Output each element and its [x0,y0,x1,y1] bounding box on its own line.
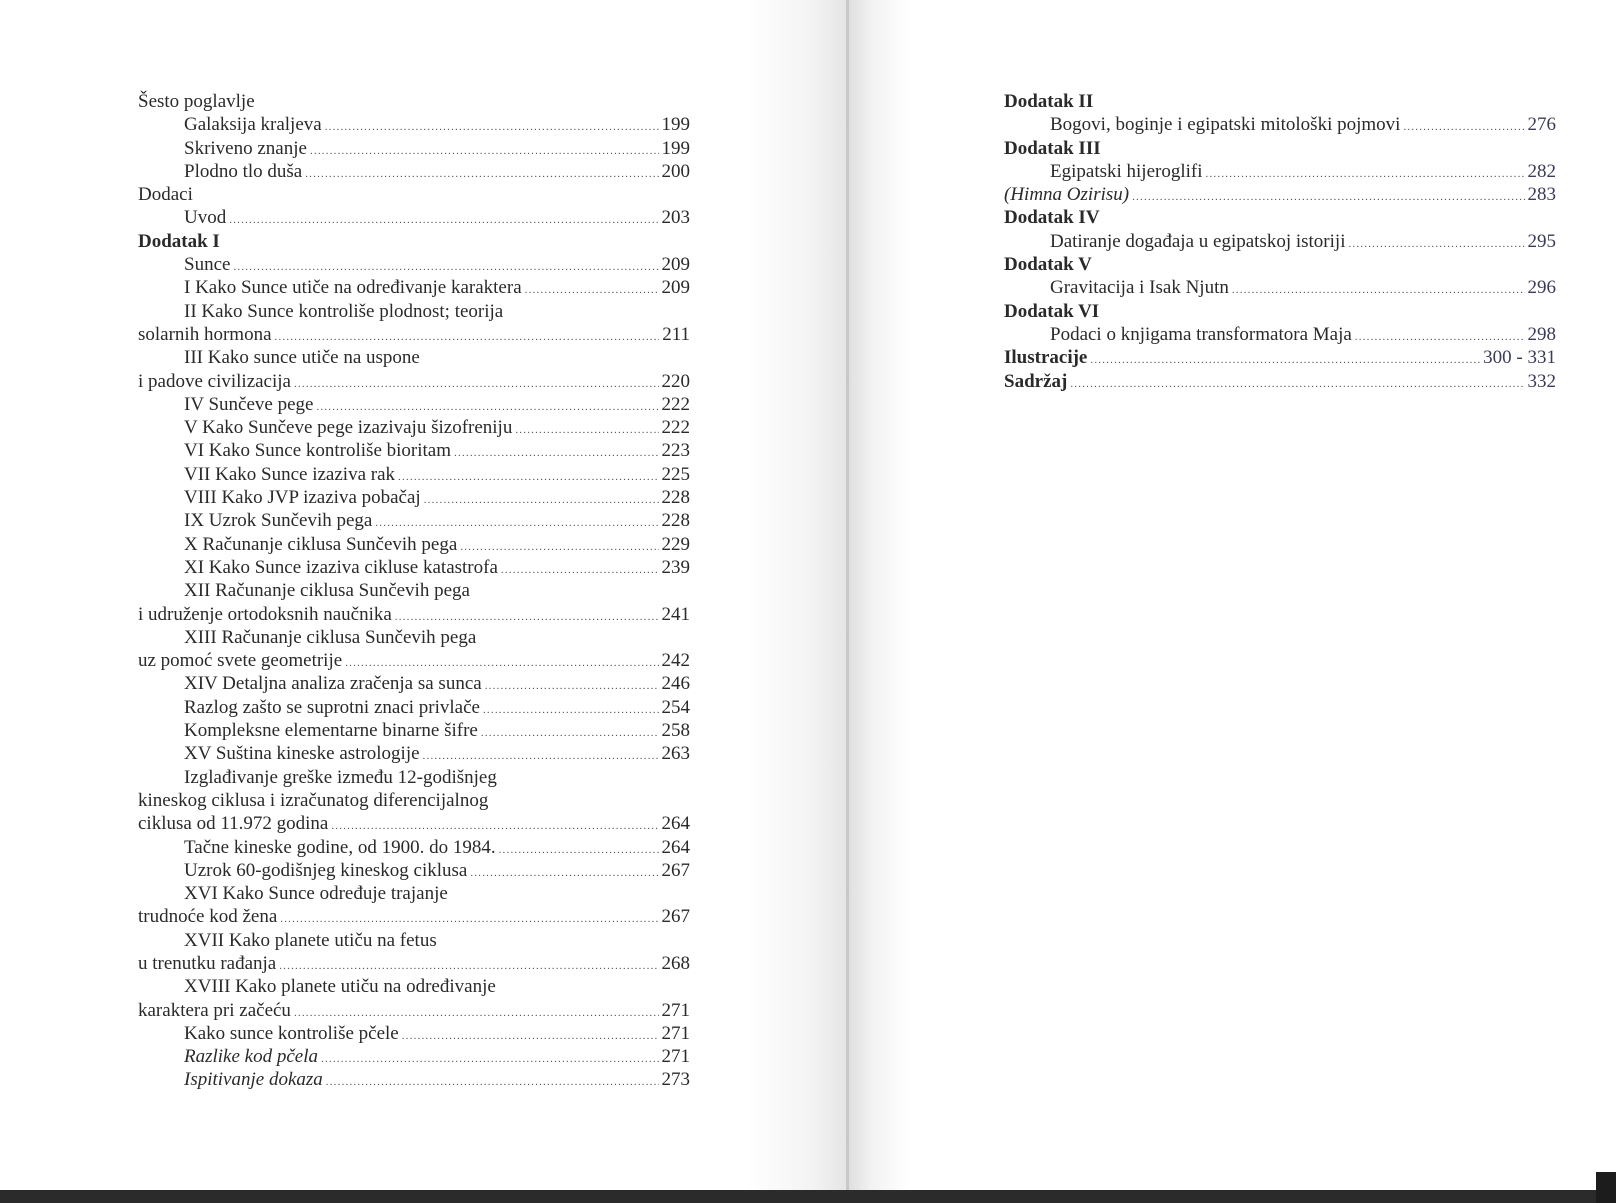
toc-entry [138,975,690,998]
toc-entry-title: u trenutku rađanja [138,952,277,974]
toc-leader-dots [402,1025,659,1048]
toc-entry-title: solarnih hormona [138,323,272,345]
toc-entry-page-number: 222 [661,393,690,415]
toc-entry-title: Dodaci [138,184,193,206]
toc-entry [138,929,690,952]
toc-leader-dots [294,373,659,396]
toc-entry-title: ciklusa od 11.972 godina [138,813,329,835]
toc-entry [138,463,690,486]
toc-entry-title: Dodatak III [1004,137,1101,159]
toc-entry-title: XIV Detaljna analiza zračenja sa sunca [184,673,482,695]
toc-entry-page-number: 254 [661,696,690,718]
toc-right-column [1004,90,1556,393]
toc-entry-page-number: 220 [661,370,690,392]
toc-entry [138,672,690,695]
toc-entry-page-number: 222 [661,417,690,439]
toc-entry-title: VIII Kako JVP izaziva pobačaj [184,487,421,509]
toc-entry-title: XVIII Kako planete utiču na određivanje [184,976,496,998]
toc-leader-dots [485,675,659,698]
toc-entry [138,556,690,579]
toc-entry [138,509,690,532]
toc-entry [138,603,690,626]
toc-entry-title: Dodatak II [1004,91,1094,112]
toc-entry-title: Razlog zašto se suprotni znaci privlače [184,696,480,718]
toc-leader-dots [1403,116,1524,139]
toc-leader-dots [1348,233,1524,256]
toc-leader-dots [1132,186,1524,209]
toc-entry [138,533,690,556]
toc-entry [138,905,690,928]
toc-entry-page-number: 258 [661,720,690,742]
toc-entry [138,719,690,742]
toc-entry-page-number: 271 [661,999,690,1021]
toc-leader-dots [398,466,658,489]
toc-entry-title: Galaksija kraljeva [184,114,322,136]
toc-entry-page-number: 298 [1527,323,1556,345]
toc-entry [1004,276,1556,299]
toc-entry-page-number: 203 [661,207,690,229]
toc-entry-page-number: 211 [662,323,690,345]
toc-entry [138,416,690,439]
toc-entry-title: II Kako Sunce kontroliše plodnost; teorija [184,300,504,322]
toc-entry [1004,230,1556,253]
toc-entry-title: VII Kako Sunce izaziva rak [184,463,396,485]
toc-entry [138,206,690,229]
toc-entry-page-number: 200 [661,160,690,182]
toc-entry-page-number: 300 - 331 [1483,347,1556,369]
toc-entry-title: Dodatak I [138,230,220,252]
toc-entry [138,789,690,812]
toc-entry [1004,183,1556,206]
toc-leader-dots [515,419,658,442]
toc-entry-page-number: 267 [661,859,690,881]
toc-entry [138,626,690,649]
toc-entry-title: IV Sunčeve pege [184,393,314,415]
toc-entry-title: Plodno tlo duša [184,160,303,182]
toc-entry [138,276,690,299]
toc-entry-page-number: 295 [1527,230,1556,252]
toc-leader-dots [525,279,659,302]
toc-entry-title: XVII Kako planete utiču na fetus [184,929,437,951]
toc-leader-dots [1090,349,1480,372]
toc-entry-page-number: 271 [661,1022,690,1044]
toc-entry-page-number: 267 [661,906,690,928]
toc-entry [138,137,690,160]
toc-leader-dots [1232,279,1525,302]
toc-leader-dots [1070,373,1524,396]
toc-entry [1004,90,1556,113]
toc-entry-title: III Kako sunce utiče na uspone [184,347,420,369]
toc-leader-dots [501,559,659,582]
toc-entry-title: Dodatak VI [1004,300,1100,322]
toc-entry-title: I Kako Sunce utiče na određivanje karaktera [184,277,522,299]
toc-entry [138,393,690,416]
toc-entry-page-number: 268 [661,952,690,974]
toc-entry-title: Šesto poglavlje [138,91,255,112]
toc-entry-title: Kompleksne elementarne binarne šifre [184,720,478,742]
toc-entry-title: uz pomoć svete geometrije [138,650,343,672]
toc-entry [138,346,690,369]
toc-entry-title: i udruženje ortodoksnih naučnika [138,603,392,625]
toc-entry-title: karaktera pri začeću [138,999,291,1021]
toc-entry [138,766,690,789]
toc-entry [138,300,690,323]
toc-entry-title: IX Uzrok Sunčevih pega [184,510,373,532]
toc-entry-page-number: 283 [1527,184,1556,206]
toc-leader-dots [424,489,659,512]
toc-entry-title: Datiranje događaja u egipatskoj istoriji [1050,230,1346,252]
toc-entry-page-number: 228 [661,510,690,532]
toc-entry [138,1068,690,1091]
toc-entry-page-number: 223 [661,440,690,462]
toc-left-column [138,90,690,1092]
toc-entry-title: Bogovi, boginje i egipatski mitološki pojmovi [1050,114,1401,136]
toc-entry-title: X Računanje ciklusa Sunčevih pega [184,533,458,555]
toc-entry-title: XVI Kako Sunce određuje trajanje [184,883,448,905]
toc-entry-title: Uzrok 60-godišnjeg kineskog ciklusa [184,859,468,881]
toc-entry [138,183,690,206]
toc-leader-dots [499,839,659,862]
toc-leader-dots [483,699,659,722]
toc-entry-title: Dodatak V [1004,254,1092,276]
toc-leader-dots [310,140,659,163]
toc-entry-title: XI Kako Sunce izaziva cikluse katastrofa [184,556,498,578]
toc-entry [138,999,690,1022]
toc-entry-title: XV Suština kineske astrologije [184,743,420,765]
toc-entry [138,323,690,346]
toc-leader-dots [229,209,658,232]
toc-entry-page-number: 332 [1527,370,1556,392]
toc-entry-title: Dodatak IV [1004,207,1100,229]
toc-entry-title: VI Kako Sunce kontroliše bioritam [184,440,452,462]
toc-entry-page-number: 229 [661,533,690,555]
toc-entry-page-number: 239 [661,556,690,578]
toc-entry-title: Kako sunce kontroliše pčele [184,1022,399,1044]
toc-entry [1004,323,1556,346]
toc-entry [138,1022,690,1045]
toc-entry-title: kineskog ciklusa i izračunatog diferencijalnog [138,789,489,811]
toc-entry-title: i padove civilizacija [138,370,291,392]
toc-entry [138,952,690,975]
toc-entry-title: XII Računanje ciklusa Sunčevih pega [184,580,470,602]
toc-entry-page-number: 241 [661,603,690,625]
toc-entry [138,742,690,765]
scan-corner [1596,1172,1616,1203]
toc-entry-page-number: 271 [661,1046,690,1068]
toc-entry-title: Razlike kod pčela [184,1046,319,1068]
toc-entry-title: Skriveno znanje [184,137,307,159]
toc-entry [138,90,690,113]
toc-entry-title: Sunce [184,254,231,276]
toc-entry [138,812,690,835]
toc-entry-title: Sadržaj [1004,370,1068,392]
toc-entry [138,882,690,905]
toc-leader-dots [1206,163,1525,186]
toc-entry-title: Ilustracije [1004,347,1088,369]
toc-entry-page-number: 264 [661,836,690,858]
toc-entry [1004,346,1556,369]
toc-entry-title: Uvod [184,207,227,229]
toc-leader-dots [470,862,658,885]
toc-entry-page-number: 273 [661,1069,690,1091]
toc-entry [138,230,690,253]
book-gutter [846,0,849,1192]
toc-entry [138,439,690,462]
toc-entry [138,1045,690,1068]
toc-entry-title: V Kako Sunčeve pege izazivaju šizofreniju [184,417,513,439]
toc-entry-page-number: 242 [661,650,690,672]
toc-entry-page-number: 225 [661,463,690,485]
toc-entry-page-number: 282 [1527,160,1556,182]
toc-entry-page-number: 276 [1527,114,1556,136]
toc-entry-page-number: 209 [661,277,690,299]
toc-entry-page-number: 246 [661,673,690,695]
toc-entry [138,160,690,183]
toc-entry [1004,137,1556,160]
toc-leader-dots [326,1071,659,1094]
toc-leader-dots [305,163,658,186]
toc-entry-page-number: 209 [661,254,690,276]
toc-entry [1004,113,1556,136]
toc-leader-dots [321,1048,658,1071]
scan-bottom-edge [0,1190,1616,1203]
toc-leader-dots [325,116,659,139]
toc-entry [138,253,690,276]
toc-entry-page-number: 264 [661,813,690,835]
toc-entry [1004,300,1556,323]
toc-entry-title: Gravitacija i Isak Njutn [1050,277,1229,299]
toc-entry [1004,206,1556,229]
toc-entry-title: Ispitivanje dokaza [184,1069,323,1091]
toc-entry-title: trudnoće kod žena [138,906,278,928]
toc-leader-dots [454,442,658,465]
toc-entry-title: Egipatski hijeroglifi [1050,160,1203,182]
toc-entry [138,579,690,602]
toc-entry-title: (Himna Ozirisu) [1004,184,1130,206]
toc-entry [138,836,690,859]
toc-entry-title: Izglađivanje greške između 12-godišnjeg [184,766,497,788]
toc-entry-page-number: 296 [1527,277,1556,299]
toc-entry [138,696,690,719]
toc-entry [138,859,690,882]
toc-entry [138,486,690,509]
toc-entry [138,113,690,136]
toc-entry-title: XIII Računanje ciklusa Sunčevih pega [184,626,477,648]
toc-entry [138,649,690,672]
toc-entry-title: Podaci o knjigama transformatora Maja [1050,323,1352,345]
toc-entry [1004,160,1556,183]
toc-entry-page-number: 263 [661,743,690,765]
toc-entry [1004,253,1556,276]
toc-leader-dots [481,722,659,745]
toc-entry [1004,370,1556,393]
toc-entry-page-number: 199 [661,114,690,136]
toc-entry [138,370,690,393]
toc-entry-page-number: 199 [661,137,690,159]
toc-entry-title: Tačne kineske godine, od 1900. do 1984. [184,836,496,858]
toc-entry-page-number: 228 [661,487,690,509]
